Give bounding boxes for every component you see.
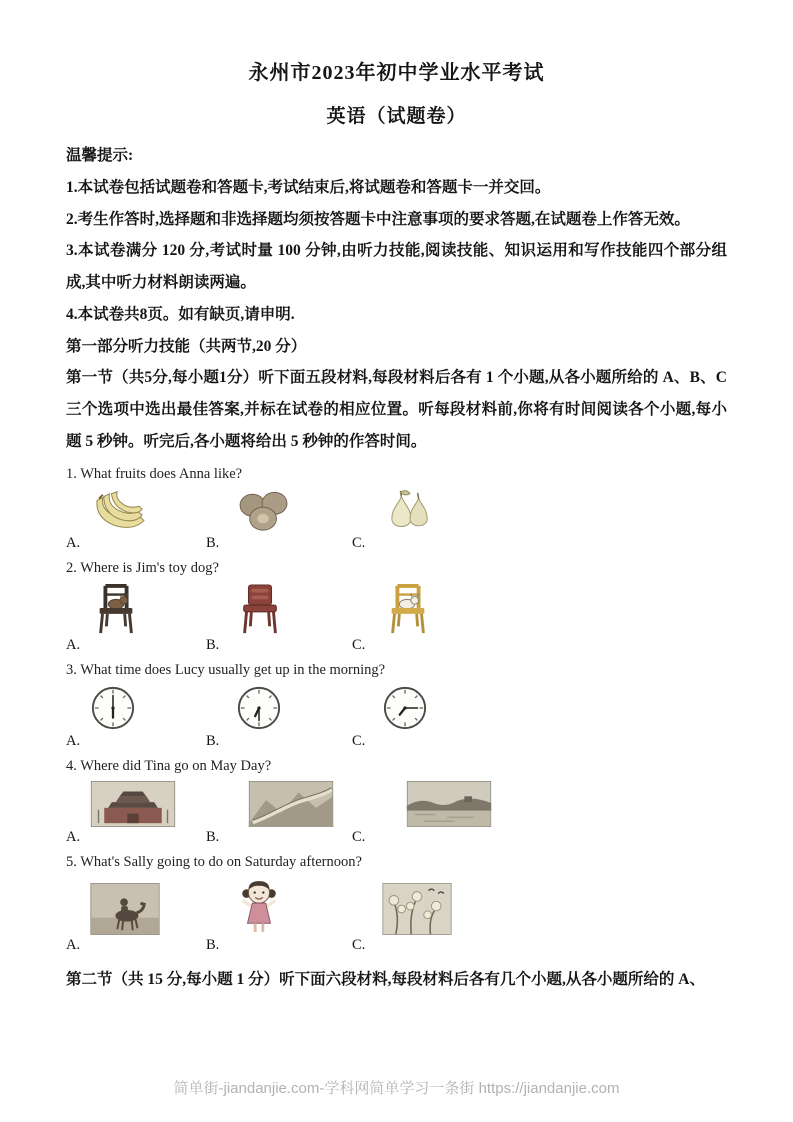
question-5-images bbox=[66, 877, 727, 935]
question-1 bbox=[66, 466, 727, 552]
part1-heading: 第一部分听力技能（共两节,20 分） bbox=[66, 337, 307, 355]
yellow-chair-with-dog-image bbox=[382, 583, 528, 635]
option-a-label: A. bbox=[66, 936, 81, 953]
question-1-text: 1. What fruits does Anna like? bbox=[66, 465, 243, 482]
question-1-images bbox=[66, 489, 727, 533]
pears-image bbox=[382, 489, 528, 533]
red-chair-image bbox=[236, 583, 382, 635]
option-c-label: C. bbox=[352, 732, 366, 749]
great-wall-photo-image bbox=[248, 781, 406, 827]
notice-1: 1.本试卷包括试题卷和答题卡,考试结束后,将试题卷和答题卡一并交回。 bbox=[66, 178, 551, 196]
option-a-label: A. bbox=[66, 636, 81, 653]
question-4-images bbox=[66, 781, 727, 827]
question-3-text: 3. What time does Lucy usually get up in the morning? bbox=[66, 661, 386, 678]
question-1-options bbox=[66, 535, 727, 552]
notice-heading: 温馨提示: bbox=[66, 147, 134, 164]
question-4-text: 4. Where did Tina go on May Day? bbox=[66, 757, 272, 774]
question-5 bbox=[66, 854, 727, 954]
footer-watermark: 简单街-jiandanjie.com-学科网简单学习一条街 https://jiandanjie.com bbox=[173, 1080, 620, 1097]
question-4 bbox=[66, 758, 727, 846]
clock-seven-fifteen-image bbox=[382, 685, 528, 731]
option-c-label: C. bbox=[352, 636, 366, 653]
dark-chair-with-toy-dog-image bbox=[90, 583, 236, 635]
section1-intro: 第一节（共5分,每小题1分）听下面五段材料,每段材料后各有 1 个小题,从各小题所给的 A、B、C 三个选项中选出最佳答案,并标在试卷的相应位置。听每段材料前,你将有时间阅读各个小题,每小题 5 秒钟。听完后,各小题将给出 5 秒钟的作答时间。 bbox=[66, 369, 727, 450]
option-c-label: C. bbox=[352, 936, 366, 953]
notice-2: 2.考生作答时,选择题和非选择题均须按答题卡中注意事项的要求答题,在试题卷上作答无效。 bbox=[66, 210, 690, 228]
option-b-label: B. bbox=[206, 636, 220, 653]
girl-cartoon-image bbox=[236, 877, 382, 935]
question-5-options bbox=[66, 937, 727, 954]
bananas-image bbox=[90, 489, 236, 533]
lake-park-photo-image bbox=[406, 781, 564, 827]
option-c-label: C. bbox=[352, 534, 366, 551]
option-c-label: C. bbox=[352, 828, 366, 845]
clock-six-thirty-image bbox=[236, 685, 382, 731]
question-5-text: 5. What's Sally going to do on Saturday afternoon? bbox=[66, 853, 362, 870]
notice-4: 4.本试卷共8页。如有缺页,请申明. bbox=[66, 305, 295, 323]
option-b-label: B. bbox=[206, 936, 220, 953]
option-b-label: B. bbox=[206, 534, 220, 551]
question-3-options bbox=[66, 733, 727, 750]
question-2-options bbox=[66, 637, 727, 654]
option-a-label: A. bbox=[66, 732, 81, 749]
question-3-images bbox=[66, 685, 727, 731]
question-3 bbox=[66, 662, 727, 750]
horse-riding-photo-image bbox=[90, 883, 236, 935]
question-2 bbox=[66, 560, 727, 654]
doc-title: 永州市2023年初中学业水平考试 bbox=[248, 62, 545, 84]
doc-subtitle: 英语（试题卷） bbox=[326, 106, 467, 127]
question-2-images bbox=[66, 583, 727, 635]
notice-3: 3.本试卷满分 120 分,考试时量 100 分钟,由听力技能,阅读技能、知识运用和写作技能四个部分组成,其中听力材料朗读两遍。 bbox=[66, 242, 727, 292]
flowers-and-birds-photo-image bbox=[382, 883, 528, 935]
clock-six-oclock-image bbox=[90, 685, 236, 731]
option-a-label: A. bbox=[66, 828, 81, 845]
question-4-options bbox=[66, 829, 727, 846]
question-2-text: 2. Where is Jim's toy dog? bbox=[66, 559, 219, 576]
option-b-label: B. bbox=[206, 732, 220, 749]
section2-intro: 第二节（共 15 分,每小题 1 分）听下面六段材料,每段材料后各有几个小题,从各小题所给的 A、 bbox=[66, 970, 705, 988]
tiananmen-photo-image bbox=[90, 781, 248, 827]
option-b-label: B. bbox=[206, 828, 220, 845]
kiwis-image bbox=[236, 489, 382, 533]
option-a-label: A. bbox=[66, 534, 81, 551]
